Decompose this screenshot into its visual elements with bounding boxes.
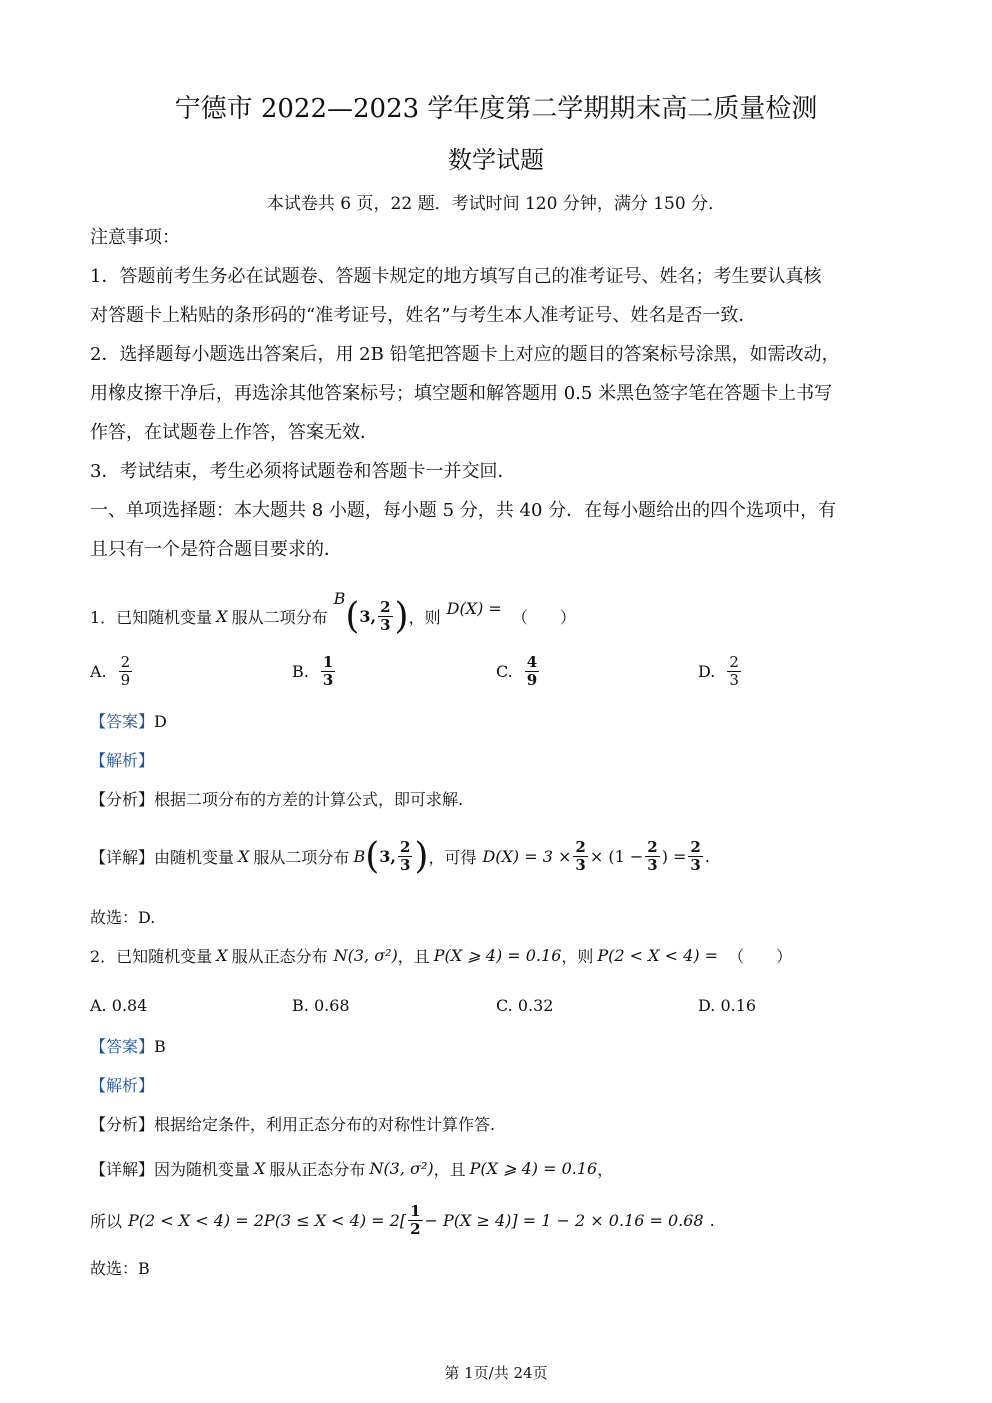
q2-stem-prefix: 2．已知随机变量 [90, 947, 213, 966]
q2-detail-mid: 服从正态分布 [269, 1160, 366, 1179]
q1-option-b-letter: B. [292, 661, 309, 681]
q2-detail-tag: 【详解】 [90, 1160, 155, 1179]
q1-detail [90, 828, 710, 884]
notice-item3: 3．考试结束，考生必须将试题卷和答题卡一并交回． [90, 461, 516, 482]
q2-detail-dist: N(3, σ²) [369, 1159, 434, 1178]
q2-detail-comma: ， [597, 1160, 614, 1179]
q1-detail-var: X [238, 846, 250, 866]
exam-info: 本试卷共 6 页，22 题．考试时间 120 分钟，满分 150 分． [266, 194, 726, 214]
q1-dist-fraction [378, 599, 392, 633]
q2-stem-mid: 服从正态分布 [231, 947, 328, 966]
q1-detail-frac-2 [645, 839, 659, 873]
q2-dist: N(3, σ²) [333, 946, 398, 965]
q2-answer-tag: 【答案】 [90, 1037, 155, 1056]
q1-option-b-den: 3 [322, 670, 334, 689]
q1-option-b-fraction [321, 654, 335, 688]
q1-detail-end: . [704, 846, 710, 866]
q1-option-c-fraction [525, 654, 539, 688]
q1-detail-frac-2-num: 2 [647, 838, 658, 856]
q1-option-c-num: 4 [526, 653, 538, 671]
q1-stem-prefix: 1．已知随机变量 [90, 607, 213, 627]
q1-detail-frac-3 [688, 839, 702, 873]
page-footer: 第 1页/共 24页 [444, 1364, 548, 1382]
q1-answer [90, 709, 167, 732]
exam-subtitle: 数学试题 [448, 146, 544, 174]
q2-option-b-letter: B. [292, 996, 309, 1015]
q2-so-fraction [408, 1203, 422, 1237]
q1-detail-dist: B [353, 846, 366, 866]
q1-detail-formula-a: D(X) = 3 × [482, 846, 572, 866]
q2-option-b [292, 996, 350, 1015]
q1-option-b [292, 654, 337, 688]
q1-option-a-den: 9 [120, 670, 131, 689]
q1-detail-dist-den: 3 [399, 855, 411, 874]
q2-conclusion: 故选：B [90, 1259, 150, 1278]
q1-conclusion: 故选：D. [90, 908, 156, 927]
q2-option-b-text: 0.68 [313, 996, 350, 1015]
q2-option-a-letter: A. [90, 996, 107, 1015]
notice-item2-line1: 2．选择题每小题选出答案后，用 2B 铅笔把答题卡上对应的题目的答案标号涂黑，如需改动， [90, 344, 840, 365]
q1-detail-formula-c: ) = [661, 846, 687, 866]
q1-dist-letter: B [333, 588, 346, 608]
q2-option-d-letter: D. [698, 996, 716, 1015]
q1-option-a-letter: A. [90, 661, 107, 681]
q1-detail-then: ，可得 [428, 847, 477, 867]
q1-option-d-num: 2 [729, 653, 739, 671]
q1-option-c [496, 654, 541, 688]
q1-dist-arg: 3, [359, 606, 377, 626]
q1-fenxi-tag: 【分析】 [90, 790, 155, 809]
q1-option-b-num: 1 [322, 653, 334, 671]
q1-stem-then: ，则 [408, 607, 441, 627]
q2-detail-var: X [254, 1159, 266, 1178]
q2-detail [90, 1157, 613, 1180]
q1-var: X [216, 606, 228, 626]
q2-option-a [90, 996, 147, 1015]
q1-option-a [90, 654, 134, 688]
q1-right-paren: ) [394, 595, 409, 637]
q1-detail-dist-arg: 3, [379, 846, 396, 866]
q1-stem [90, 586, 576, 646]
section1-line2: 且只有一个是符合题目要求的． [90, 539, 342, 560]
q1-answer-tag: 【答案】 [90, 712, 155, 731]
notice-item1-line1: 1．答题前考生务必在试题卷、答题卡规定的地方填写自己的准考证号、姓名；考生要认真核 [90, 266, 822, 287]
q1-analysis-tag: 【解析】 [90, 751, 155, 770]
notice-item2-line2: 用橡皮擦干净后，再选涂其他答案标号；填空题和解答题用 0.5 米黑色签字笔在答题卡上书写 [90, 383, 833, 404]
q1-detail-frac-3-den: 3 [690, 855, 701, 874]
q2-so-prefix: 所以 [90, 1211, 123, 1231]
notice-item1-line2: 对答题卡上粘贴的条形码的“准考证号，姓名”与考生本人准考证号、姓名是否一致． [90, 305, 757, 326]
q1-fenxi [90, 787, 463, 810]
q1-option-d [698, 654, 743, 688]
q1-detail-frac-3-num: 2 [690, 838, 701, 856]
q2-var: X [216, 946, 228, 965]
q1-option-a-fraction [119, 654, 133, 688]
q2-ask: P(2 < X < 4) = [597, 946, 719, 965]
q1-detail-formula-b: × (1 − [589, 846, 644, 866]
q1-detail-mid: 服从二项分布 [253, 847, 350, 867]
q2-option-c [496, 996, 553, 1015]
q2-detail-text: 因为随机变量 [154, 1160, 251, 1179]
q2-option-d [698, 996, 756, 1015]
q1-fenxi-text: 根据二项分布的方差的计算公式，即可求解. [154, 790, 464, 809]
q2-stem [90, 944, 792, 967]
notice-heading: 注意事项： [90, 227, 180, 248]
q1-option-d-den: 3 [729, 670, 739, 689]
q2-answer-value: B [154, 1037, 166, 1056]
q1-answer-value: D [154, 712, 167, 731]
q2-fenxi [90, 1112, 495, 1135]
q2-so-end: . [709, 1210, 715, 1230]
q1-detail-frac-1 [573, 839, 587, 873]
q1-option-a-num: 2 [120, 653, 131, 671]
q1-ask: D(X) = [446, 598, 502, 618]
q1-left-paren: ( [345, 595, 360, 637]
q1-option-d-fraction [727, 654, 741, 688]
q1-detail-frac-2-den: 3 [647, 855, 658, 874]
q2-detail-cond-formula: P(X ⩾ 4) = 0.16 [469, 1159, 598, 1178]
q2-option-c-letter: C. [496, 996, 513, 1015]
q1-dist-frac-num: 2 [380, 598, 391, 616]
q2-so-formula-a: P(2 < X < 4) = 2P(3 ≤ X < 4) = 2[ [128, 1210, 407, 1230]
q1-dist-frac-den: 3 [380, 615, 391, 634]
q2-option-d-text: 0.16 [720, 996, 757, 1015]
q2-stem-then2: ，则 [561, 947, 594, 966]
q2-so-den: 2 [410, 1219, 421, 1238]
q1-detail-dist-num: 2 [399, 838, 411, 856]
q2-analysis-tag: 【解析】 [90, 1076, 155, 1095]
q1-option-c-den: 9 [526, 670, 538, 689]
q2-option-a-text: 0.84 [111, 996, 148, 1015]
exam-title: 宁德市 2022—2023 学年度第二学期期末高二质量检测 [174, 94, 818, 124]
q2-answer [90, 1034, 166, 1057]
q1-detail-right-paren: ) [414, 835, 429, 877]
q2-so [90, 1196, 715, 1244]
q2-option-c-text: 0.32 [517, 996, 554, 1015]
q2-fenxi-tag: 【分析】 [90, 1115, 155, 1134]
q1-detail-dist-fraction [398, 839, 412, 873]
q2-detail-cond: ，且 [433, 1160, 466, 1179]
q1-blank: （ ） [511, 607, 576, 627]
q1-detail-frac-1-num: 2 [575, 838, 586, 856]
q1-option-c-letter: C. [496, 661, 513, 681]
q2-stem-then: ，且 [397, 947, 430, 966]
q2-blank: （ ） [728, 947, 793, 966]
q1-detail-tag: 【详解】 [90, 847, 155, 867]
q2-so-num: 1 [410, 1202, 421, 1220]
q1-stem-mid: 服从二项分布 [231, 607, 328, 627]
q2-fenxi-text: 根据给定条件，利用正态分布的对称性计算作答. [154, 1115, 496, 1134]
section1-line1: 一、单项选择题：本大题共 8 小题，每小题 5 分，共 40 分．在每小题给出的四个选项中，有 [90, 500, 837, 521]
q1-detail-left-paren: ( [365, 835, 380, 877]
q1-option-d-letter: D. [698, 661, 716, 681]
q2-cond: P(X ⩾ 4) = 0.16 [433, 946, 562, 965]
notice-item2-line3: 作答，在试题卷上作答，答案无效． [90, 422, 378, 443]
q1-detail-prefix: 由随机变量 [154, 847, 235, 867]
q1-detail-frac-1-den: 3 [575, 855, 586, 874]
q2-so-formula-b: − P(X ≥ 4)] = 1 − 2 × 0.16 = 0.68 [424, 1210, 704, 1230]
